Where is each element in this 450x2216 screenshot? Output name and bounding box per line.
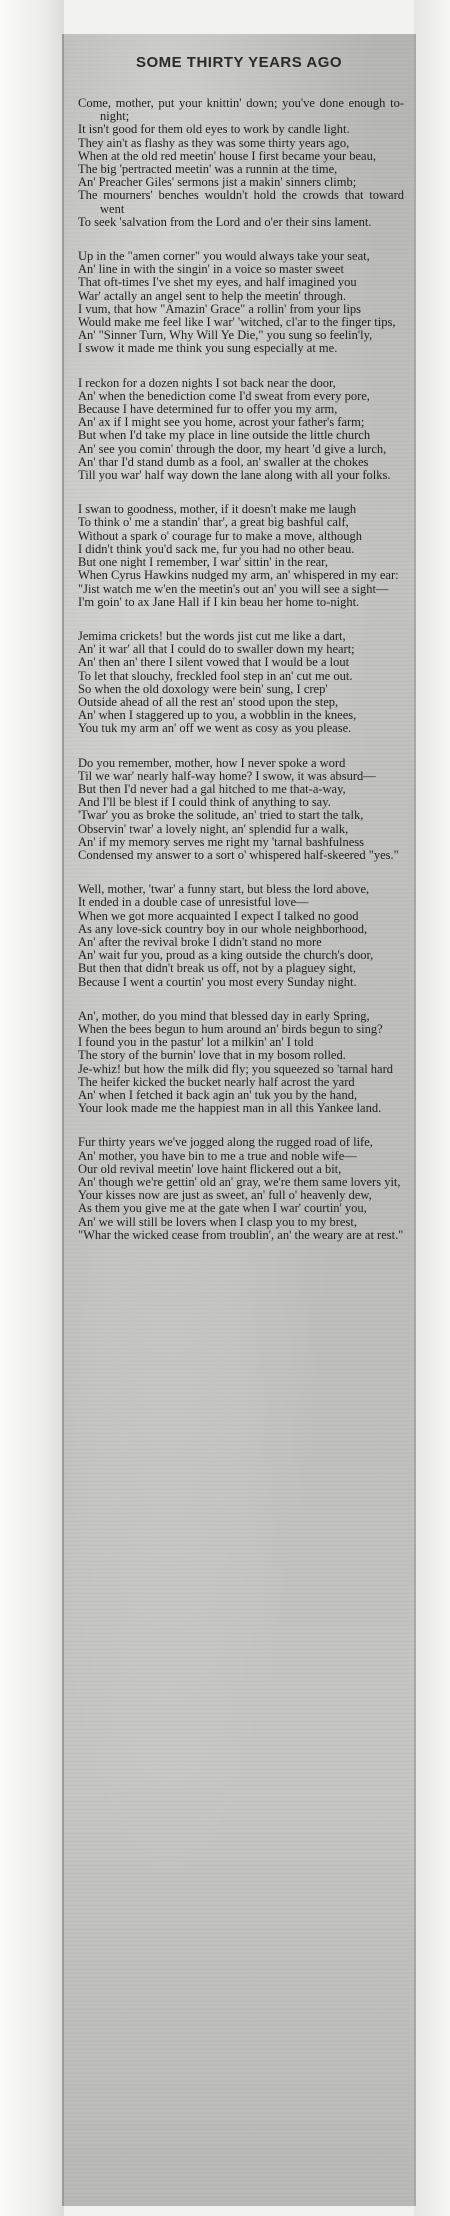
poem-line: An' though we're gettin' old an' gray, we're them same lovers yit, bbox=[78, 1175, 401, 1190]
poem-line: Fur thirty years we've jogged along the rugged road of life, bbox=[78, 1135, 373, 1150]
poem-line: I'm goin' to ax Jane Hall if I kin beau her home to-night. bbox=[78, 594, 360, 609]
poem-line: And I'll be blest if I could think of anything to say. bbox=[78, 795, 331, 810]
poem-line: "Whar the wicked cease from troublin', an' the weary are at rest." bbox=[78, 1227, 404, 1242]
poem-line: Because I have determined fur to offer you my arm, bbox=[78, 402, 338, 417]
poem-line: Your look made me the happiest man in all this Yankee land. bbox=[78, 1101, 382, 1116]
poem-line: When Cyrus Hawkins nudged my arm, an' whispered in my ear: bbox=[78, 568, 399, 583]
poem-line: An' mother, you have bin to me a true and noble wife— bbox=[78, 1148, 357, 1163]
poem-line: An' line in with the singin' in a voice so master sweet bbox=[78, 262, 344, 277]
poem-line: The mourners' benches wouldn't hold the crowds that toward went bbox=[78, 188, 404, 216]
poem-line: You tuk my arm an' off we went as cosy as you please. bbox=[78, 721, 352, 736]
poem-line: I swow it made me think you sung especially at me. bbox=[78, 341, 338, 356]
poem-line: An' see you comin' through the door, my heart 'd give a lurch, bbox=[78, 441, 387, 456]
poem-line: To let that slouchy, freckled fool step in an' cut me out. bbox=[78, 668, 353, 683]
poem-stanza bbox=[78, 377, 404, 483]
poem-line: That oft-times I've shet my eyes, and half imagined you bbox=[78, 275, 357, 290]
poem-line: Up in the "amen corner" you would always take your seat, bbox=[78, 249, 370, 264]
poem-line: War' actally an angel sent to help the meetin' through. bbox=[78, 288, 346, 303]
poem-line: An' Preacher Giles' sermons jist a makin' sinners climb; bbox=[78, 175, 357, 190]
poem-line: An' if my memory serves me right my 'tarnal bashfulness bbox=[78, 834, 365, 849]
poem-line: I found you in the pastur' lot a milkin' an' I told bbox=[78, 1035, 314, 1050]
poem-stanza bbox=[78, 883, 404, 989]
poem-line: An' we will still be lovers when I clasp you to my brest, bbox=[78, 1214, 357, 1229]
poem-line: I swan to goodness, mother, if it doesn't make me laugh bbox=[78, 502, 357, 517]
poem-line: An' thar I'd stand dumb as a fool, an' swaller at the chokes bbox=[78, 454, 369, 469]
poem-line: Outside ahead of all the rest an' stood upon the step, bbox=[78, 694, 339, 709]
poem-stanza bbox=[78, 97, 404, 229]
poem-line: It isn't good for them old eyes to work by candle light. bbox=[78, 122, 350, 137]
poem-line: They ain't as flashy as they was some thirty years ago, bbox=[78, 135, 350, 150]
poem-stanza bbox=[78, 630, 404, 736]
scan-background-right bbox=[414, 0, 450, 2216]
poem-line: The heifer kicked the bucket nearly half acrost the yard bbox=[78, 1074, 355, 1089]
poem-line: Would make me feel like I war' 'witched, cl'ar to the finger tips, bbox=[78, 315, 396, 330]
poem-line: 'Twar' you as broke the solitude, an' tried to start the talk, bbox=[78, 808, 364, 823]
poem-line: Till you war' half way down the lane along with all your folks. bbox=[78, 468, 391, 483]
poem-line: Your kisses now are just as sweet, an' full o' heavenly dew, bbox=[78, 1188, 372, 1203]
poem-line: An' then an' there I silent vowed that I would be a lout bbox=[78, 655, 350, 670]
poem-line: An' after the revival broke I didn't stand no more bbox=[78, 934, 322, 949]
poem-line: An' "Sinner Turn, Why Will Ye Die," you sung so feelin'ly, bbox=[78, 328, 373, 343]
poem-line: Jemima crickets! but the words jist cut me like a dart, bbox=[78, 628, 346, 643]
poem-line: I vum, that how "Amazin' Grace" a rollin' from your lips bbox=[78, 301, 362, 316]
poem-line: Til we war' nearly half-way home? I swow, it was absurd— bbox=[78, 768, 376, 783]
poem-line: An' when I staggered up to you, a wobblin in the knees, bbox=[78, 708, 357, 723]
poem-title: SOME THIRTY YEARS AGO bbox=[135, 54, 343, 71]
poem-stanza bbox=[78, 1136, 404, 1242]
poem-line: Je-whiz! but how the milk did fly; you squeezed so 'tarnal hard bbox=[78, 1061, 394, 1076]
poem-line: The story of the burnin' love that in my bosom rolled. bbox=[78, 1048, 346, 1063]
poem-line: As any love-sick country boy in our whole neighborhood, bbox=[78, 921, 368, 936]
poem-line: When at the old red meetin' house I first became your beau, bbox=[78, 148, 376, 163]
poem-line: An' when I fetched it back agin an' tuk you by the hand, bbox=[78, 1088, 358, 1102]
poem-line: But when I'd take my place in line outside the little church bbox=[78, 428, 371, 443]
poem-line: The big 'pertracted meetin' was a runnin at the time, bbox=[78, 162, 338, 177]
poem-line: When we got more acquainted I expect I talked no good bbox=[78, 908, 359, 923]
poem-stanza bbox=[78, 503, 404, 609]
poem-stanza bbox=[78, 1010, 404, 1116]
poem-line: When the bees begun to hum around an' birds begun to sing? bbox=[78, 1021, 383, 1036]
poem-line: Because I went a courtin' you most every Sunday night. bbox=[78, 974, 357, 989]
poem-line: "Jist watch me w'en the meetin's out an' you will see a sight— bbox=[78, 581, 389, 596]
poem-line: But one night I remember, I war' sittin' in the rear, bbox=[78, 555, 328, 570]
poem-line: An' when the benediction come I'd sweat from every pore, bbox=[78, 388, 370, 403]
poem-line: It ended in a double case of unresistful love— bbox=[78, 895, 309, 910]
poem-line: To seek 'salvation from the Lord and o'er their sins lament. bbox=[78, 214, 372, 229]
poem-line: I reckon for a dozen nights I sot back near the door, bbox=[78, 375, 336, 390]
poem-line: But then I'd never had a gal hitched to me that-a-way, bbox=[78, 781, 346, 796]
poem-line: So when the old doxology were bein' sung, I crep' bbox=[78, 681, 328, 696]
poem-line: I didn't think you'd sack me, fur you had no other beau. bbox=[78, 541, 355, 556]
poem-line: An', mother, do you mind that blessed day in early Spring, bbox=[78, 1008, 370, 1023]
poem-line: Come, mother, put your knittin' down; you've done enough to-night; bbox=[78, 96, 404, 124]
poem-line: An' ax if I might see you home, acrost your father's farm; bbox=[78, 415, 365, 430]
newspaper-clipping bbox=[64, 34, 414, 2206]
poem-stanza bbox=[78, 250, 404, 356]
poem-line: To think o' me a standin' thar', a great big bashful calf, bbox=[78, 515, 349, 530]
poem-line: Without a spark o' courage fur to make a move, although bbox=[78, 528, 362, 543]
scan-background-left bbox=[0, 0, 64, 2216]
poem-line: Our old revival meetin' love haint flickered out a bit, bbox=[78, 1161, 342, 1176]
poem-line: Condensed my answer to a sort o' whispered half-skeered "yes." bbox=[78, 847, 399, 862]
poem-line: Well, mother, 'twar' a funny start, but bless the lord above, bbox=[78, 882, 370, 897]
poem-line: Observin' twar' a lovely night, an' splendid fur a walk, bbox=[78, 821, 349, 836]
poem-line: An' wait fur you, proud as a king outside the church's door, bbox=[78, 948, 374, 963]
poem-line: But then that didn't break us off, not by a plaguey sight, bbox=[78, 961, 357, 976]
poem-stanza bbox=[78, 757, 404, 863]
poem-line: Do you remember, mother, how I never spoke a word bbox=[78, 755, 346, 770]
poem-line: As them you give me at the gate when I war' courtin' you, bbox=[78, 1201, 367, 1216]
poem-body bbox=[64, 97, 414, 1242]
poem-line: An' it war' all that I could do to swaller down my heart; bbox=[78, 642, 355, 657]
